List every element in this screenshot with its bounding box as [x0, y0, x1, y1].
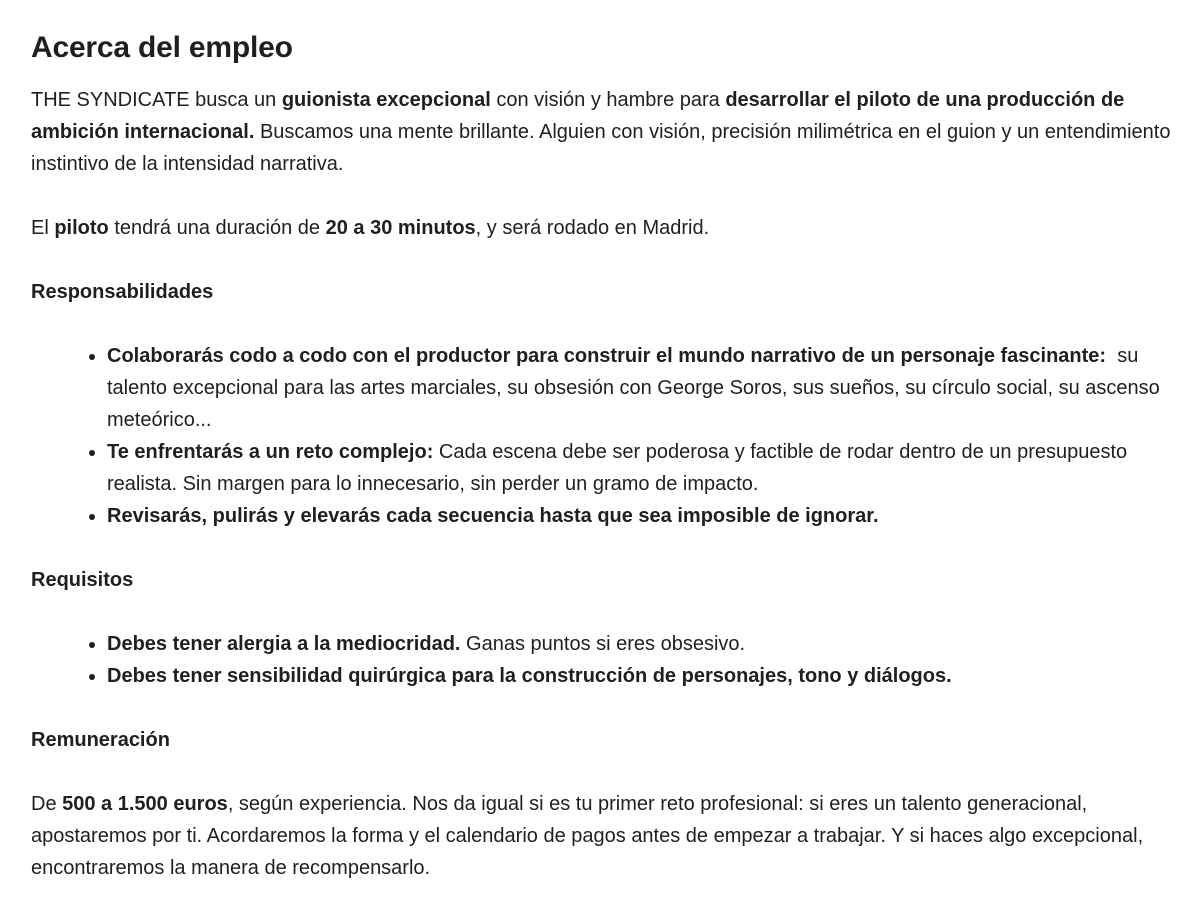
- intro-text-1: THE SYNDICATE busca un: [31, 89, 282, 111]
- pilot-text-2: tendrá una duración de: [108, 217, 326, 239]
- list-item-text: su talento excepcional para las artes marciales, su obsesión con George Soros, sus sueños, su círculo social, su ascenso meteórico...: [107, 345, 1166, 431]
- responsibilities-list: [31, 340, 1181, 532]
- requirements-list: [31, 628, 1181, 692]
- intro-bold-2: desarrollar el piloto de una producción de ambición internacional.: [31, 89, 1125, 143]
- list-item-text: Cada escena debe ser poderosa y factible de rodar dentro de un presupuesto realista. Sin margen para lo innecesario, sin perder un gramo de impacto.: [107, 441, 1128, 495]
- page-title: Acerca del empleo: [31, 31, 293, 64]
- list-item-bold: Colaborarás codo a codo con el productor para construir el mundo narrativo de un personaje fascinante:: [107, 345, 1107, 367]
- compensation-text-2: , según experiencia. Nos da igual si es tu primer reto profesional: si eres un talento generacional, apostaremos por ti. Acordaremos la forma y el calendario de pagos antes de empezar a trabajar. Y si haces algo excepcional, encontraremos la manera de recompensarlo.: [31, 793, 1144, 879]
- list-item: [107, 660, 1181, 692]
- compensation-text-1: De: [31, 793, 63, 815]
- list-item: [107, 628, 1181, 660]
- intro-text-3: Buscamos una mente brillante. Alguien con visión, precisión milimétrica en el guion y un entendimiento instintivo de la intensidad narrativa.: [31, 121, 1171, 175]
- list-item: [107, 500, 1181, 532]
- list-item-bold: Revisarás, pulirás y elevarás cada secuencia hasta que sea imposible de ignorar.: [107, 505, 879, 527]
- intro-text-2: con visión y hambre para: [490, 89, 726, 111]
- compensation-heading: Remuneración: [31, 729, 170, 751]
- list-item-bold: Debes tener sensibilidad quirúrgica para la construcción de personajes, tono y diálogos.: [107, 665, 952, 687]
- list-item: [107, 436, 1181, 500]
- intro-paragraph: [31, 84, 1181, 180]
- compensation-bold-1: 500 a 1.500 euros: [62, 793, 228, 815]
- list-item-bold: Debes tener alergia a la mediocridad.: [107, 633, 461, 655]
- compensation-paragraph: [31, 788, 1181, 884]
- job-description: [31, 28, 1181, 884]
- list-item-text: Ganas puntos si eres obsesivo.: [460, 633, 746, 655]
- pilot-bold-2: 20 a 30 minutos: [325, 217, 476, 239]
- pilot-paragraph: [31, 212, 1181, 244]
- pilot-bold-1: piloto: [54, 217, 109, 239]
- pilot-text-1: El: [31, 217, 55, 239]
- responsibilities-heading: Responsabilidades: [31, 281, 214, 303]
- requirements-heading: Requisitos: [31, 569, 134, 591]
- list-item-bold: Te enfrentarás a un reto complejo:: [107, 441, 434, 463]
- list-item: [107, 340, 1181, 436]
- pilot-text-3: , y será rodado en Madrid.: [475, 217, 710, 239]
- intro-bold-1: guionista excepcional: [281, 89, 491, 111]
